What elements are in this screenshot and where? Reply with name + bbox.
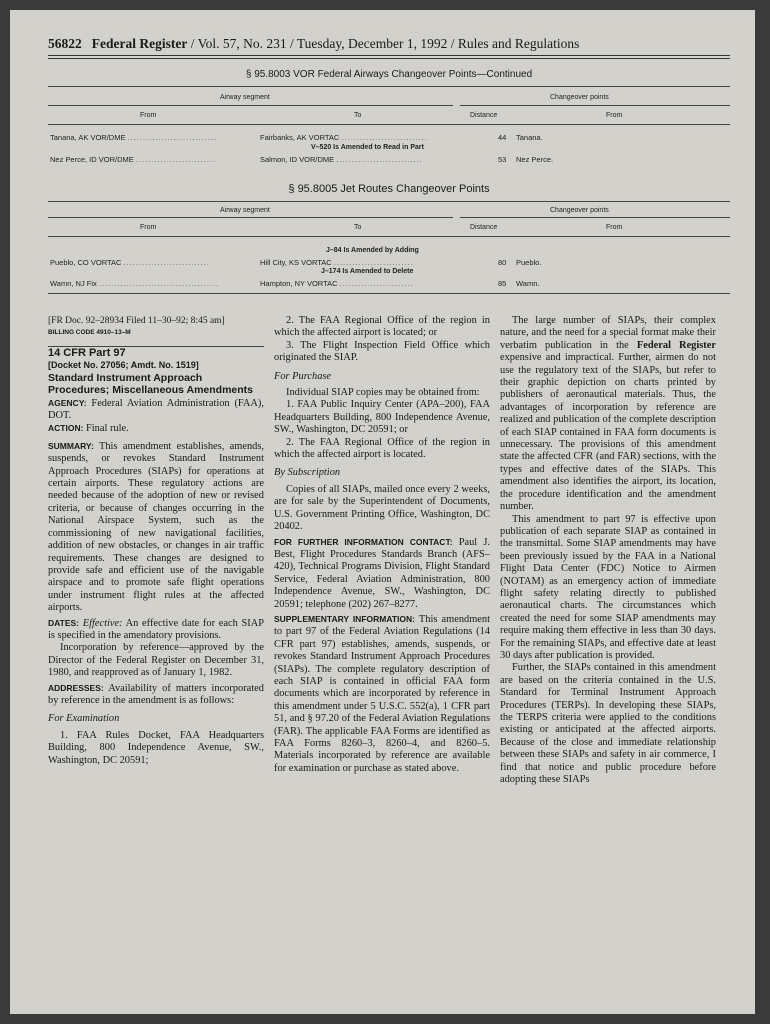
rule-title: Standard Instrument Approach Procedures; Miscellaneous Amendments <box>48 371 254 397</box>
table2-group-airway: Airway segment <box>220 207 270 214</box>
col2-para-1: 2. The FAA Regional Office of the region in which the affected airport is located; or <box>274 315 490 339</box>
fr-doc-line: [FR Doc. 92–28934 Filed 11–30–92; 8:45 am] <box>48 316 225 326</box>
col2-para-5: 2. The FAA Regional Office of the region in which the affected airport is located. <box>274 436 490 461</box>
running-header <box>48 36 730 52</box>
addresses-para: ADDRESSES: Availability of matters incorporated by reference in the amendment is as follows: <box>48 682 264 706</box>
header-details: / Vol. 57, No. 231 / Tuesday, December 1, 1992 / Rules and Regulations <box>187 36 580 51</box>
table1-col-to: To <box>354 112 362 119</box>
table1-row-2-to: Salmon, ID VOR/DME ............................ <box>260 155 423 164</box>
col3-para-2: This amendment to part 97 is effective upon publication of each separate SIAP as contained in the transmittal. Some SIAP amendments may have been previously issued by the FAA in a National Flight Data Center (FDC) Notice to Airmen (NOTAM) as an emergency action of immediate flight safety relating directly to published aeronautical charts. The circumstances which created the need for some SIAP amendments may require making them effective in less than 30 days. For the remaining SIAPs, and effective date at least 30 days after publication is provided. <box>500 513 716 661</box>
agency-para: AGENCY: Federal Aviation Administration (FAA), DOT. <box>48 397 264 422</box>
table2-row-1-to: Hill City, KS VORTAC .......................... <box>260 258 414 267</box>
table2-rule-header <box>48 236 730 237</box>
for-purchase-heading: For Purchase <box>274 370 332 382</box>
table2-rule-group-right <box>460 217 730 218</box>
table2-row-1-distance: 80 <box>498 258 507 267</box>
table2-rule-bottom <box>48 293 730 294</box>
table2-title: § 95.8005 Jet Routes Changeover Points <box>288 183 490 195</box>
col2-para-2: 3. The Flight Inspection Field Office which originated the SIAP. <box>274 339 490 364</box>
table1-rule-header <box>48 124 730 125</box>
publication-name: Federal Register <box>91 36 188 51</box>
table1-col-distance: Distance <box>470 112 498 119</box>
dates-para: DATES: Effective: An effective date for each SIAP is specified in the amendatory provisions. <box>48 617 264 641</box>
col2-para-3: Individual SIAP copies may be obtained from: <box>286 387 480 399</box>
cfr-part: 14 CFR Part 97 <box>48 346 126 359</box>
header-rule-2 <box>48 58 730 59</box>
action-para: ACTION: Final rule. <box>48 423 129 435</box>
table1-row-1-to: Fairbanks, AK VORTAC ............................ <box>260 133 428 142</box>
by-subscription-heading: By Subscription <box>274 467 341 479</box>
exam-item-1: 1. FAA Rules Docket, FAA Headquarters Building, 800 Independence Avenue, SW., Washington, DC 20591; <box>48 729 264 766</box>
table2-row-2-from: Wamn, NJ Fix ....................................... <box>50 279 220 288</box>
table1-amendment: V–520 Is Amended to Read in Part <box>311 144 424 151</box>
table1-row-2-cop: Nez Perce. <box>516 155 554 164</box>
table2-rule-group-left <box>48 217 453 218</box>
supplementary-para: SUPPLEMENTARY INFORMATION: This amendment to part 97 of the Federal Aviation Regulations (14 CFR part 97) establishes, amends, suspends, or revokes Standard Instrument Approach Procedures (SIAPs). The complete regulatory description of each SIAP is contained in official FAA form documents which are incorporated by reference in this amendment under 5 U.S.C. 552(a), 1 CFR part 51, and § 97.20 of the Federal Aviation Regulations (FAR). The applicable FAA Forms are identified as FAA Forms 8260–3, 8260–4, and 8260–5. Materials incorporated by reference are available for examination or purchase as stated above. <box>274 613 491 774</box>
document-page <box>10 10 755 1014</box>
table1-row-1-cop: Tanana. <box>516 133 543 142</box>
col3-para-1: The large number of SIAPs, their complex nature, and the need for a special format make their verbatim publication in the Federal Register expensive and impractical. Further, airmen do not use the regulatory text of the SIAPs, but refer to their graphic depiction on charts printed by publishers of aeronautical materials. Thus, the advantages of incorporation by reference are realized and publication of the complete description of each SIAP contained in FAA form documents is unnecessary. The provisions of this amendment state the affected CFR (and FAR) sections, with the types and effective dates of the SIAPs. This amendment also identifies the airport, its location, the procedure identification and the amendment number. <box>500 315 716 513</box>
table1-rule-group-right <box>460 105 730 106</box>
table2-row-2-to: Hampton, NY VORTAC ........................ <box>260 279 414 288</box>
table2-row-2-distance: 85 <box>498 279 507 288</box>
table1-rule-group-left <box>48 105 453 106</box>
table2-row-2-cop: Wamn. <box>516 279 540 288</box>
col2-para-4: 1. FAA Public Inquiry Center (APA–200), FAA Headquarters Building, 800 Independence Avenue, SW., Washington, DC 20591; or <box>274 399 490 436</box>
col2-para-6: Copies of all SIAPs, mailed once every 2 weeks, are for sale by the Superintendent of Documents, U.S. Government Printing Office, Washington, DC 20402. <box>274 483 490 533</box>
for-examination-heading: For Examination <box>48 713 120 725</box>
table1-col-cop-from: From <box>606 112 623 119</box>
docket-number: [Docket No. 27056; Amdt. No. 1519] <box>48 360 199 371</box>
header-rule <box>48 55 730 56</box>
table1-row-2-from: Nez Perce, ID VOR/DME .......................... <box>50 155 217 164</box>
table2-col-to: To <box>354 224 362 231</box>
table2-col-cop-from: From <box>606 224 623 231</box>
column-2 <box>274 315 490 775</box>
table2-row-1-from: Pueblo, CO VORTAC ............................ <box>50 258 210 267</box>
billing-code: BILLING CODE 4910–13–M <box>48 329 131 337</box>
table2-group-changeover: Changeover points <box>550 207 609 214</box>
table1-row-2-distance: 53 <box>498 155 507 164</box>
table1-row-1-distance: 44 <box>498 133 507 142</box>
table2-rule-top <box>48 201 730 202</box>
table1-group-airway: Airway segment <box>220 94 270 101</box>
table1-col-from: From <box>140 112 157 119</box>
table1-group-changeover: Changeover points <box>550 94 609 101</box>
table2-col-from: From <box>140 224 157 231</box>
table2-col-distance: Distance <box>470 224 498 231</box>
summary-para: SUMMARY: This amendment establishes, amends, suspends, or revokes Standard Instrument Approach Procedures (SIAPs) for operations at certain airports. These regulatory actions are needed because of the adoption of new or revised criteria, or because of changes occurring in the National Airspace System, such as the commissioning of new navigational facilities, addition of new obstacles, or changes in air traffic requirements. These changes are designed to provide safe and efficient use of the navigable airspace and to promote safe flight operations under instrument flight rules at the affected airports. <box>48 440 264 614</box>
incorporation-para: Incorporation by reference—approved by the Director of the Federal Register on December 31, 1980, and reapproved as of January 1, 1982. <box>48 642 264 679</box>
table2-amendment-1: J–84 Is Amended by Adding <box>326 247 419 254</box>
page-number: 56822 <box>48 36 82 51</box>
column-1 <box>48 315 264 767</box>
table2-row-1-cop: Pueblo. <box>516 258 542 267</box>
column-3 <box>500 315 716 786</box>
contact-para: FOR FURTHER INFORMATION CONTACT: Paul J. Best, Flight Procedures Standards Branch (AFS–420), Technical Programs Division, Flight Standard Service, Federal Aviation Administration, 800 Independence Avenue, SW., Washington, DC 20591; telephone (202) 267–8277. <box>274 536 491 610</box>
table1-title: § 95.8003 VOR Federal Airways Changeover Points—Continued <box>245 69 533 80</box>
table1-row-1-from: Tanana, AK VOR/DME ............................. <box>50 133 217 142</box>
table1-rule-top <box>48 86 730 87</box>
table2-amendment-2: J–174 Is Amended to Delete <box>321 268 414 275</box>
col3-para-3: Further, the SIAPs contained in this amendment are based on the criteria contained in the U.S. Standard for Terminal Instrument Approach Procedures (TERPs). In developing these SIAPs, the TERPS criteria were applied to the conditions existing or anticipated at the affected airports. Because of the close and immediate relationship between these SIAPs and safety in air commerce, I find that notice and public procedure before adopting these SIAPs <box>500 662 716 786</box>
